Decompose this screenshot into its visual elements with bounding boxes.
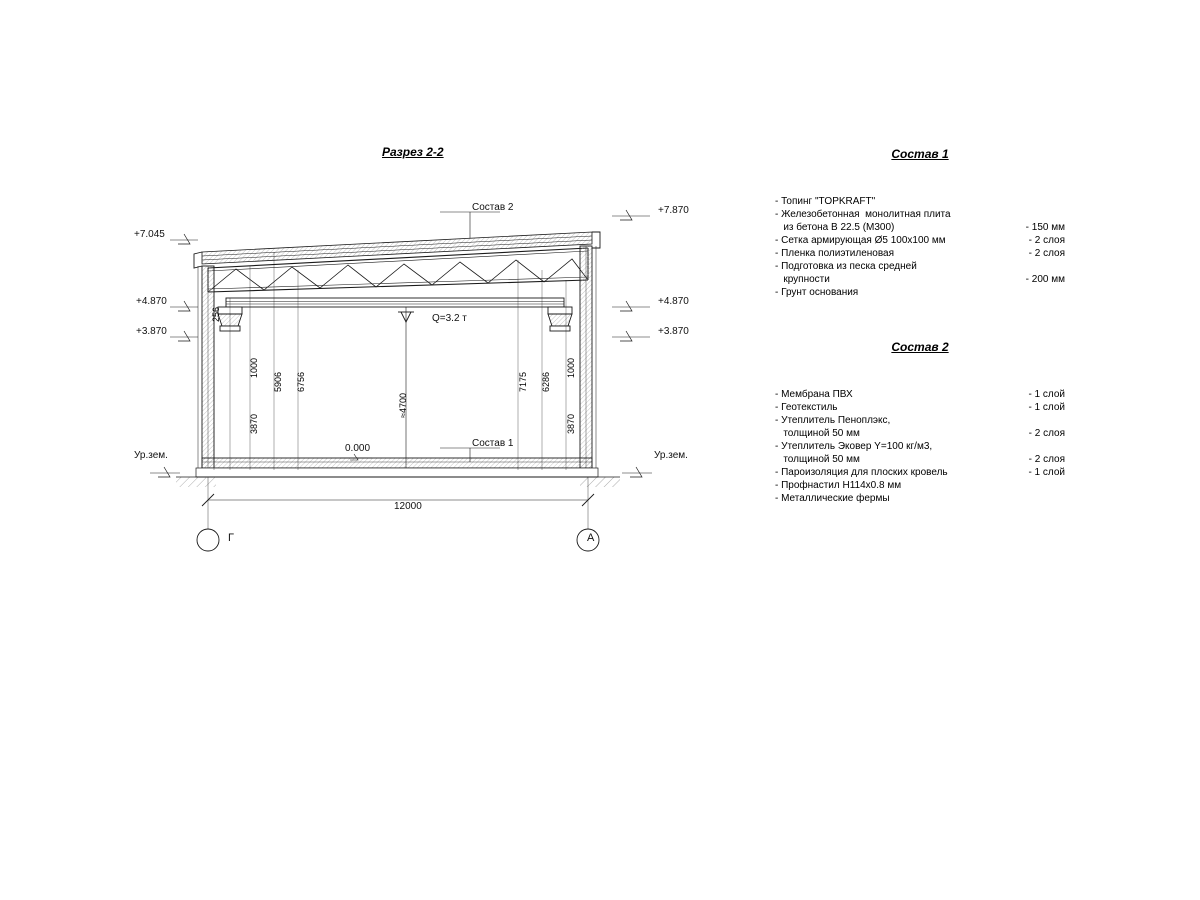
spec1-title: Состав 1 [891,147,949,161]
spec2-row [775,388,1065,401]
level-left-0: +7.045 [134,229,165,240]
dim-left-6756: 6756 [296,371,306,392]
crane-load-label: Q=3.2 т [432,313,467,324]
spec1-row-left: - Железобетонная монолитная плита [775,209,951,220]
dim-right-6286: 6286 [541,371,551,392]
section-title: Разрез 2-2 [382,145,444,159]
axis-label-left: Г [228,532,234,544]
spec2-row-left: - Металлические фермы [775,493,890,504]
spec2-row-left: - Геотекстиль [775,402,838,413]
dim-overall-span: 12000 [394,501,422,512]
dim-center-hook-height: ≈4700 [398,393,408,418]
spec2-row-right: - 1 слой [1028,402,1065,413]
spec1-row-right: - 2 слоя [1028,235,1065,246]
level-right-2: +3.870 [658,326,689,337]
spec1-row-right: - 150 мм [1025,222,1065,233]
spec1-row [775,247,1065,260]
spec2-row-right: - 2 слоя [1028,454,1065,465]
spec2-row [775,453,1065,466]
spec2-row-left: - Пароизоляция для плоских кровель [775,467,948,478]
spec2-row [775,427,1065,440]
spec1-row-right [1055,208,1065,221]
spec2-row [775,479,1065,492]
spec2-row [775,440,1065,453]
dim-left-256: 256 [211,306,221,322]
spec1-row-left: из бетона В 22.5 (М300) [775,222,895,233]
dim-left-5906: 5906 [273,371,283,392]
spec1-row-left: - Пленка полиэтиленовая [775,248,895,259]
ground-level-left: Ур.зем. [134,450,168,461]
callout-sostav2: Состав 2 [472,202,514,213]
spec1-row [775,195,1065,208]
spec1-row [775,286,1065,299]
dim-right-3870: 3870 [566,413,576,434]
spec1-row-right [1055,260,1065,273]
spec-block-2 [775,338,1065,505]
dim-left-1000: 1000 [249,357,259,378]
spec2-row-left: - Утеплитель Пеноплэкс, [775,415,891,426]
spec2-row-left: - Мембрана ПВХ [775,389,853,400]
level-right-1: +4.870 [658,296,689,307]
spec2-row-right: - 1 слой [1028,389,1065,400]
spec-block-1 [775,145,1065,299]
spec2-title: Состав 2 [891,340,949,354]
spec2-row-left: - Утеплитель Эковер Y=100 кг/м3, [775,441,933,452]
level-left-2: +3.870 [136,326,167,337]
ground-level-right: Ур.зем. [654,450,688,461]
zero-level-label: 0.000 [345,443,371,454]
spec1-row-left: крупности [775,274,830,285]
spec1-row-right [1055,286,1065,299]
spec2-row-left: - Профнастил Н114х0.8 мм [775,480,902,491]
spec2-row-left: толщиной 50 мм [775,428,860,439]
spec2-row-right: - 2 слоя [1028,428,1065,439]
spec1-row-left: - Топинг "TOPKRAFT" [775,196,876,207]
spec1-row [775,221,1065,234]
spec2-row-left: толщиной 50 мм [775,454,860,465]
spec1-row-right [1055,195,1065,208]
spec1-row [775,273,1065,286]
spec2-row [775,414,1065,427]
spec1-row-left: - Грунт основания [775,287,859,298]
spec2-row-right [1055,492,1065,505]
spec2-rows [775,388,1065,505]
dim-left-3870: 3870 [249,413,259,434]
dim-right-7175: 7175 [518,371,528,392]
building-section-drawing [140,170,720,570]
spec2-row-right [1055,414,1065,427]
spec1-rows [775,195,1065,299]
axis-label-right: А [587,532,595,544]
spec2-row [775,401,1065,414]
spec1-row [775,260,1065,273]
callout-sostav1: Состав 1 [472,438,514,449]
dim-right-1000: 1000 [566,357,576,378]
spec1-row [775,234,1065,247]
spec2-row-right [1055,440,1065,453]
spec2-row [775,466,1065,479]
level-right-0: +7.870 [658,205,689,216]
spec2-row [775,492,1065,505]
spec1-row-left: - Подготовка из песка средней [775,261,917,272]
spec2-row-right: - 1 слой [1028,467,1065,478]
level-left-1: +4.870 [136,296,167,307]
spec1-row-left: - Сетка армирующая Ø5 100х100 мм [775,235,946,246]
spec2-row-right [1055,479,1065,492]
spec1-row [775,208,1065,221]
spec1-row-right: - 200 мм [1025,274,1065,285]
spec1-row-right: - 2 слоя [1028,248,1065,259]
